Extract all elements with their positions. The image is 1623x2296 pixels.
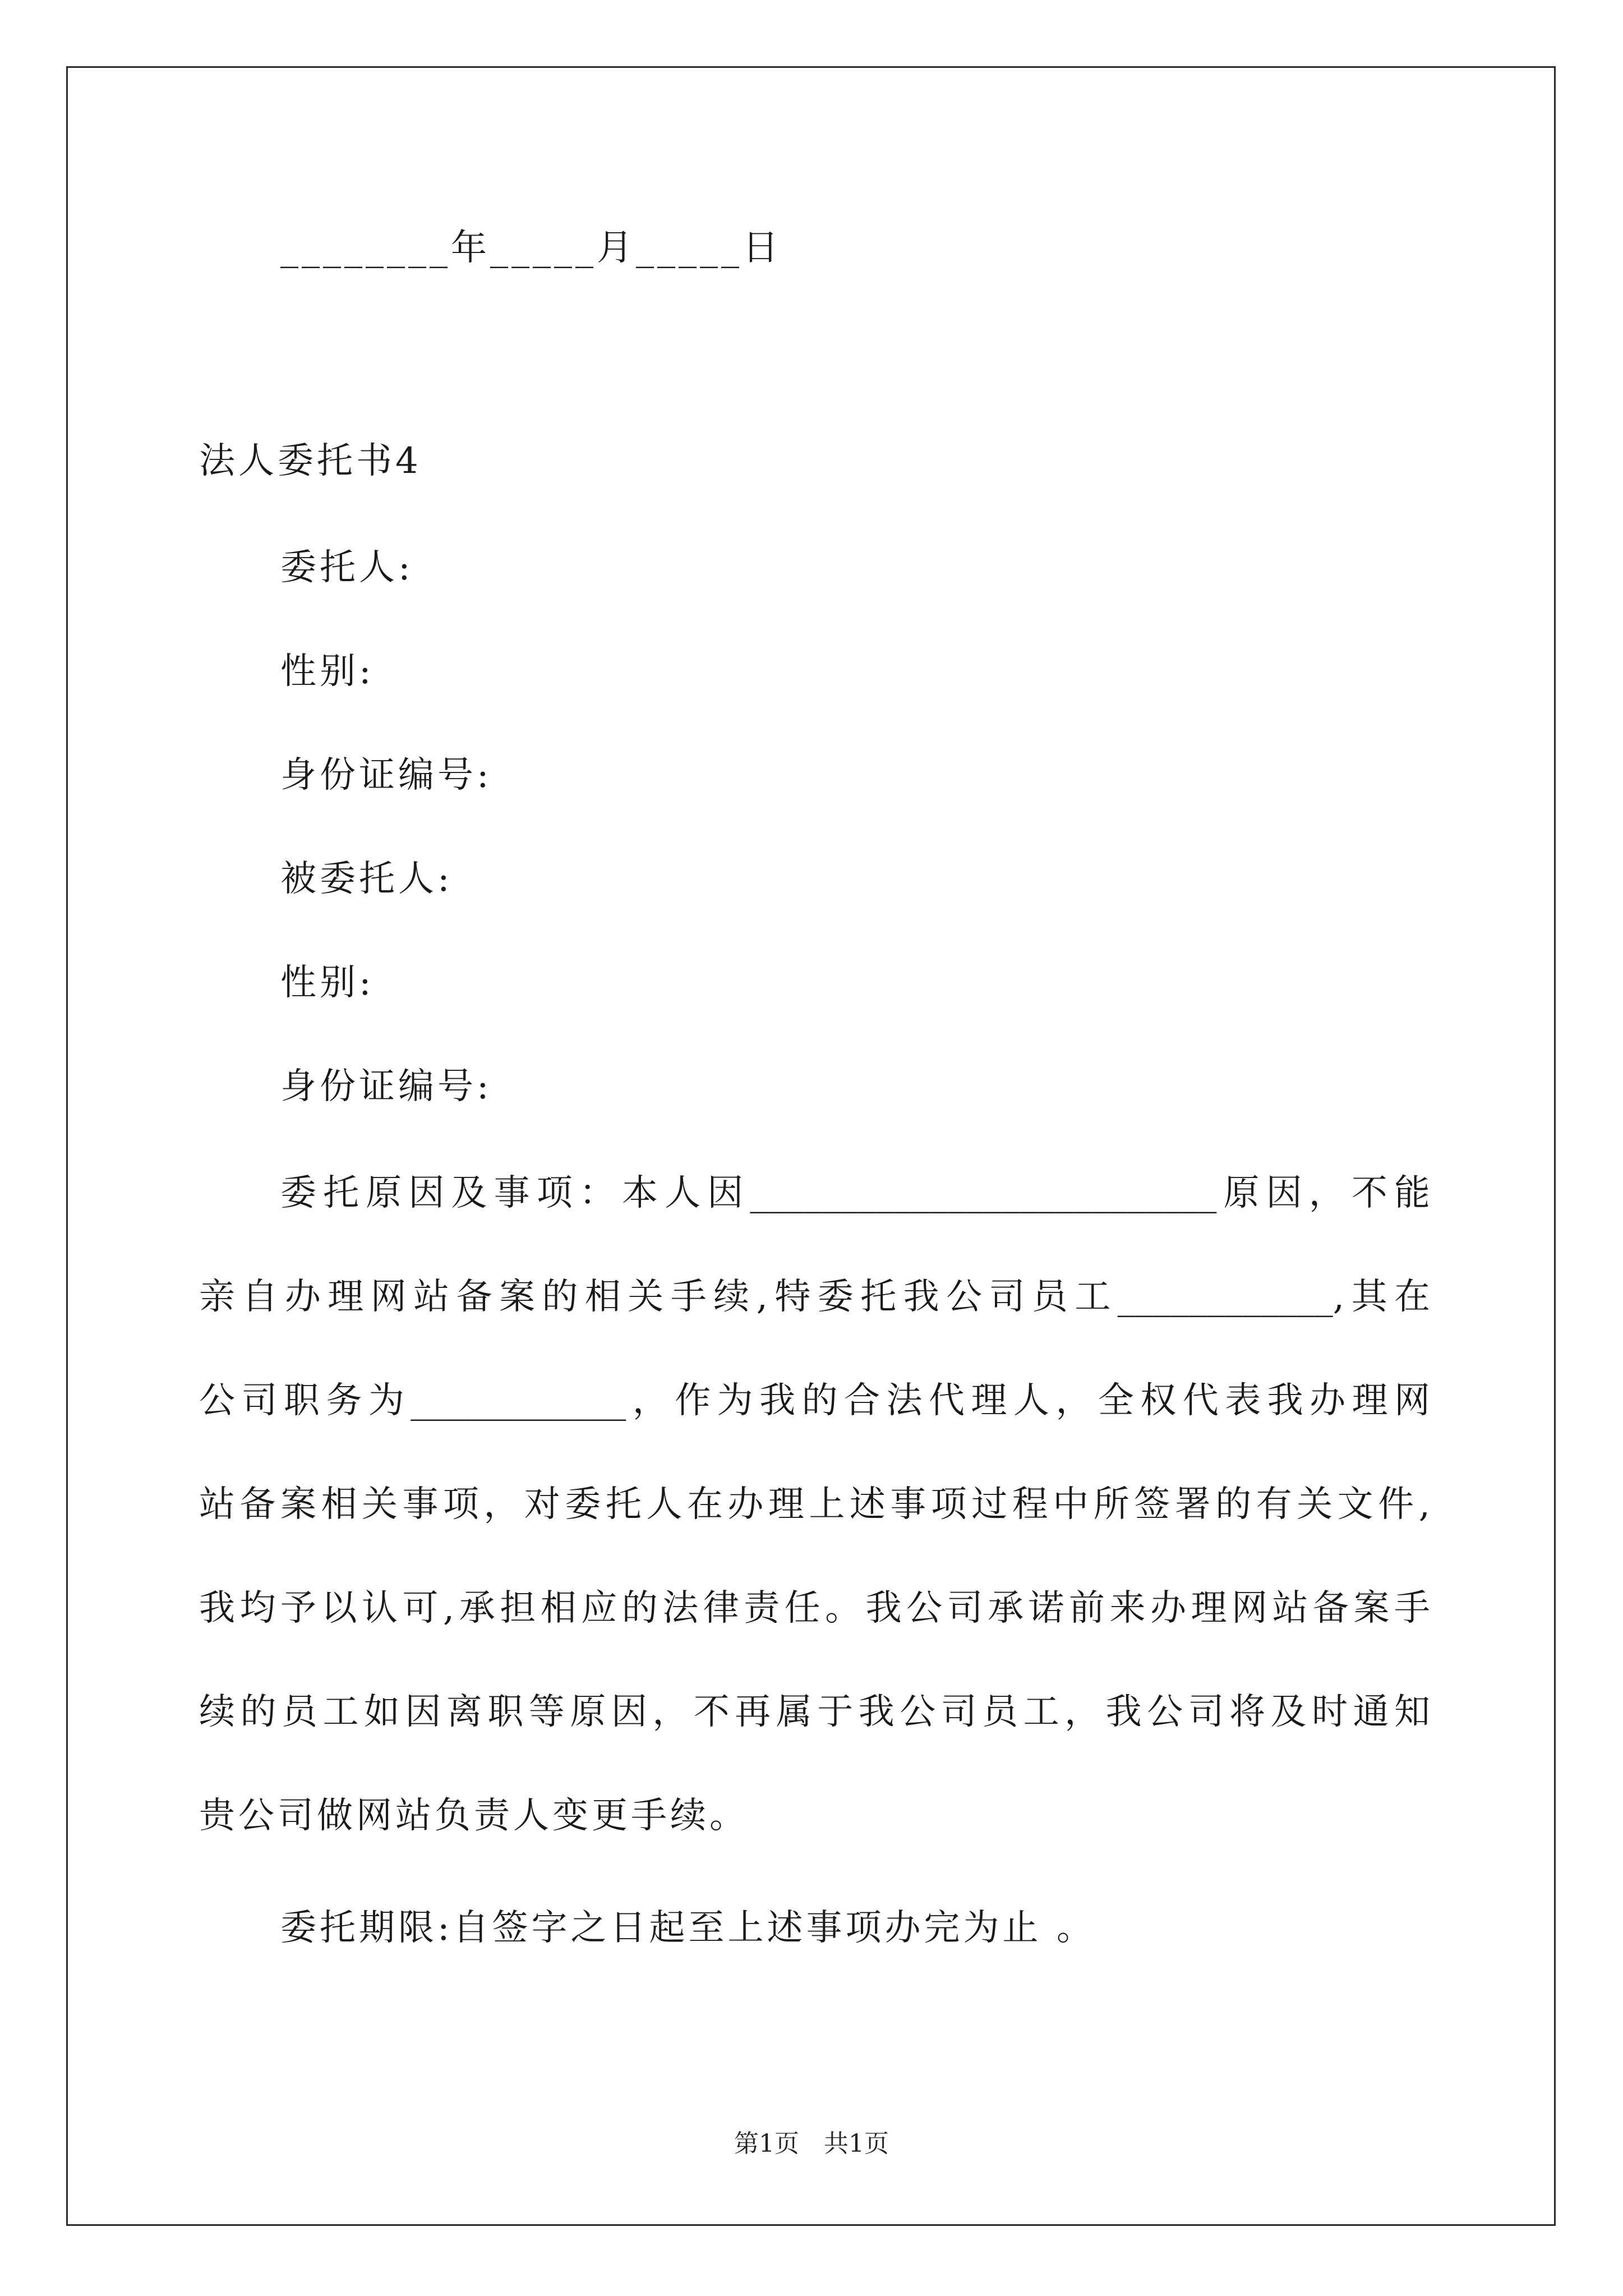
page-border xyxy=(66,66,1556,2226)
reason-line-4: 站备案相关事项，对委托人在办理上述事项过程中所签署的有关文件, xyxy=(199,1484,1430,1525)
page-number: 第1页 共1页 xyxy=(734,2129,889,2158)
field-principal-gender: 性别: xyxy=(280,651,375,692)
field-agent-gender: 性别: xyxy=(280,962,375,1004)
field-principal-id: 身份证编号: xyxy=(280,754,492,796)
reason-line-2: 亲自办理网站备案的相关手续,特委托我公司员工____________,其在 xyxy=(199,1276,1430,1318)
field-principal: 委托人: xyxy=(280,547,414,588)
date-line: ________年_____月_____日 xyxy=(280,227,782,269)
reason-line-7: 贵公司做网站负责人变更手续。 xyxy=(199,1795,749,1837)
reason-line-3: 公司职务为____________，作为我的合法代理人，全权代表我办理网 xyxy=(199,1380,1430,1421)
document-title: 法人委托书4 xyxy=(199,440,422,482)
term-line: 委托期限:自签字之日起至上述事项办完为止 。 xyxy=(280,1907,1096,1949)
reason-line-1: 委托原因及事项：本人因__________________________原因，不能 xyxy=(280,1172,1430,1214)
field-agent-id: 身份证编号: xyxy=(280,1066,492,1107)
reason-line-5: 我均予以认可,承担相应的法律责任。我公司承诺前来办理网站备案手 xyxy=(199,1588,1430,1629)
reason-line-6: 续的员工如因离职等原因，不再属于我公司员工，我公司将及时通知 xyxy=(199,1691,1430,1733)
field-agent: 被委托人: xyxy=(280,858,453,900)
